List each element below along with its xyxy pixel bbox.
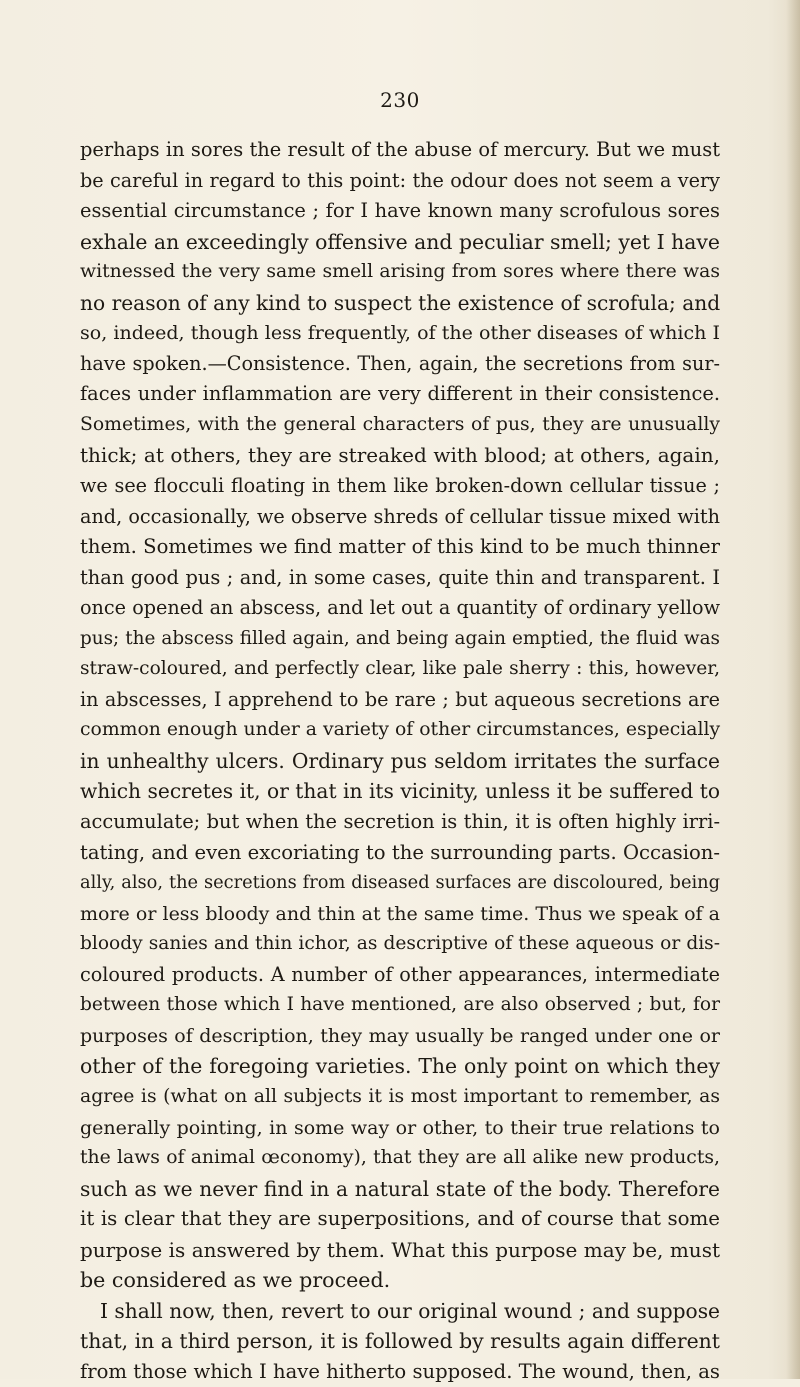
text-line: faces under inflammation are very different in their consistence. xyxy=(80,382,720,406)
text-line: the laws of animal œconomy), that they are all alike new products, xyxy=(80,1147,720,1169)
text-line: I shall now, then, revert to our original wound ; and suppose xyxy=(100,1298,720,1323)
text-line: no reason of any kind to suspect the existence of scrofula; and xyxy=(80,290,721,315)
text-line: witnessed the very same smell arising from sores where there was xyxy=(80,261,720,283)
text-line: between those which I have mentioned, are also observed ; but, for xyxy=(80,994,720,1016)
text-line: purpose is answered by them. What this purpose may be, must xyxy=(80,1237,720,1262)
text-line: so, indeed, though less frequently, of the other diseases of which I xyxy=(80,322,720,345)
text-line: coloured products. A number of other appearances, intermediate xyxy=(80,962,720,986)
text-line: exhale an exceedingly offensive and peculiar smell; yet I have xyxy=(80,229,720,254)
text-line: in abscesses, I apprehend to be rare ; but aqueous secretions are xyxy=(80,687,720,711)
text-line: once opened an abscess, and let out a quantity of ordinary yellow xyxy=(80,596,720,620)
text-line: accumulate; but when the secretion is thin, it is often highly irri- xyxy=(80,810,720,834)
text-line: have spoken.—Consistence. Then, again, the secretions from sur- xyxy=(80,351,720,375)
page-number: 230 xyxy=(380,88,420,112)
text-line: agree is (what on all subjects it is most important to remember, as xyxy=(80,1085,720,1107)
text-line: generally pointing, in some way or other, to their true relations to xyxy=(80,1116,720,1139)
text-line: be careful in regard to this point: the odour does not seem a very xyxy=(80,168,720,192)
text-line: thick; at others, they are streaked with blood; at others, again, xyxy=(80,443,720,468)
text-line: tating, and even excoriating to the surrounding parts. Occasion- xyxy=(80,840,720,864)
text-line: them. Sometimes we find matter of this kind to be much thinner xyxy=(80,535,720,559)
text-line: we see flocculi floating in them like broken-down cellular tissue ; xyxy=(80,474,720,498)
text-line: ally, also, the secretions from diseased surfaces are discoloured, being xyxy=(80,872,720,894)
text-line: perhaps in sores the result of the abuse of mercury. But we must xyxy=(80,138,720,161)
text-line: such as we never find in a natural state of the body. Therefore xyxy=(80,1176,720,1201)
text-line: straw-coloured, and perfectly clear, like pale sherry : this, however, xyxy=(80,658,720,680)
text-line: pus; the abscess filled again, and being again emptied, the fluid was xyxy=(80,627,720,649)
text-line: that, in a third person, it is followed by results again different xyxy=(80,1329,721,1354)
body-text xyxy=(80,135,720,1387)
text-line: more or less bloody and thin at the same time. Thus we speak of a xyxy=(80,902,720,925)
text-line: which secretes it, or that in its vicinity, unless it be suffered to xyxy=(80,779,720,804)
page-edge-shadow xyxy=(786,0,800,1379)
text-line: from those which I have hitherto supposed. The wound, then, as xyxy=(80,1359,720,1383)
text-line: bloody sanies and thin ichor, as descriptive of these aqueous or dis- xyxy=(80,933,720,955)
text-line: Sometimes, with the general characters of pus, they are unusually xyxy=(80,413,720,435)
text-line: than good pus ; and, in some cases, quite thin and transparent. I xyxy=(80,565,720,589)
text-line: and, occasionally, we observe shreds of cellular tissue mixed with xyxy=(80,504,720,528)
text-line: be considered as we proceed. xyxy=(80,1268,391,1293)
text-line: purposes of description, they may usually be ranged under one or xyxy=(80,1024,720,1047)
text-line: common enough under a variety of other circumstances, especially xyxy=(80,719,721,741)
text-line: essential circumstance ; for I have known many scrofulous sores xyxy=(80,199,720,223)
text-line: other of the foregoing varieties. The only point on which they xyxy=(80,1054,720,1079)
text-line: in unhealthy ulcers. Ordinary pus seldom irritates the surface xyxy=(80,748,720,773)
text-line: it is clear that they are superpositions, and of course that some xyxy=(80,1207,720,1231)
